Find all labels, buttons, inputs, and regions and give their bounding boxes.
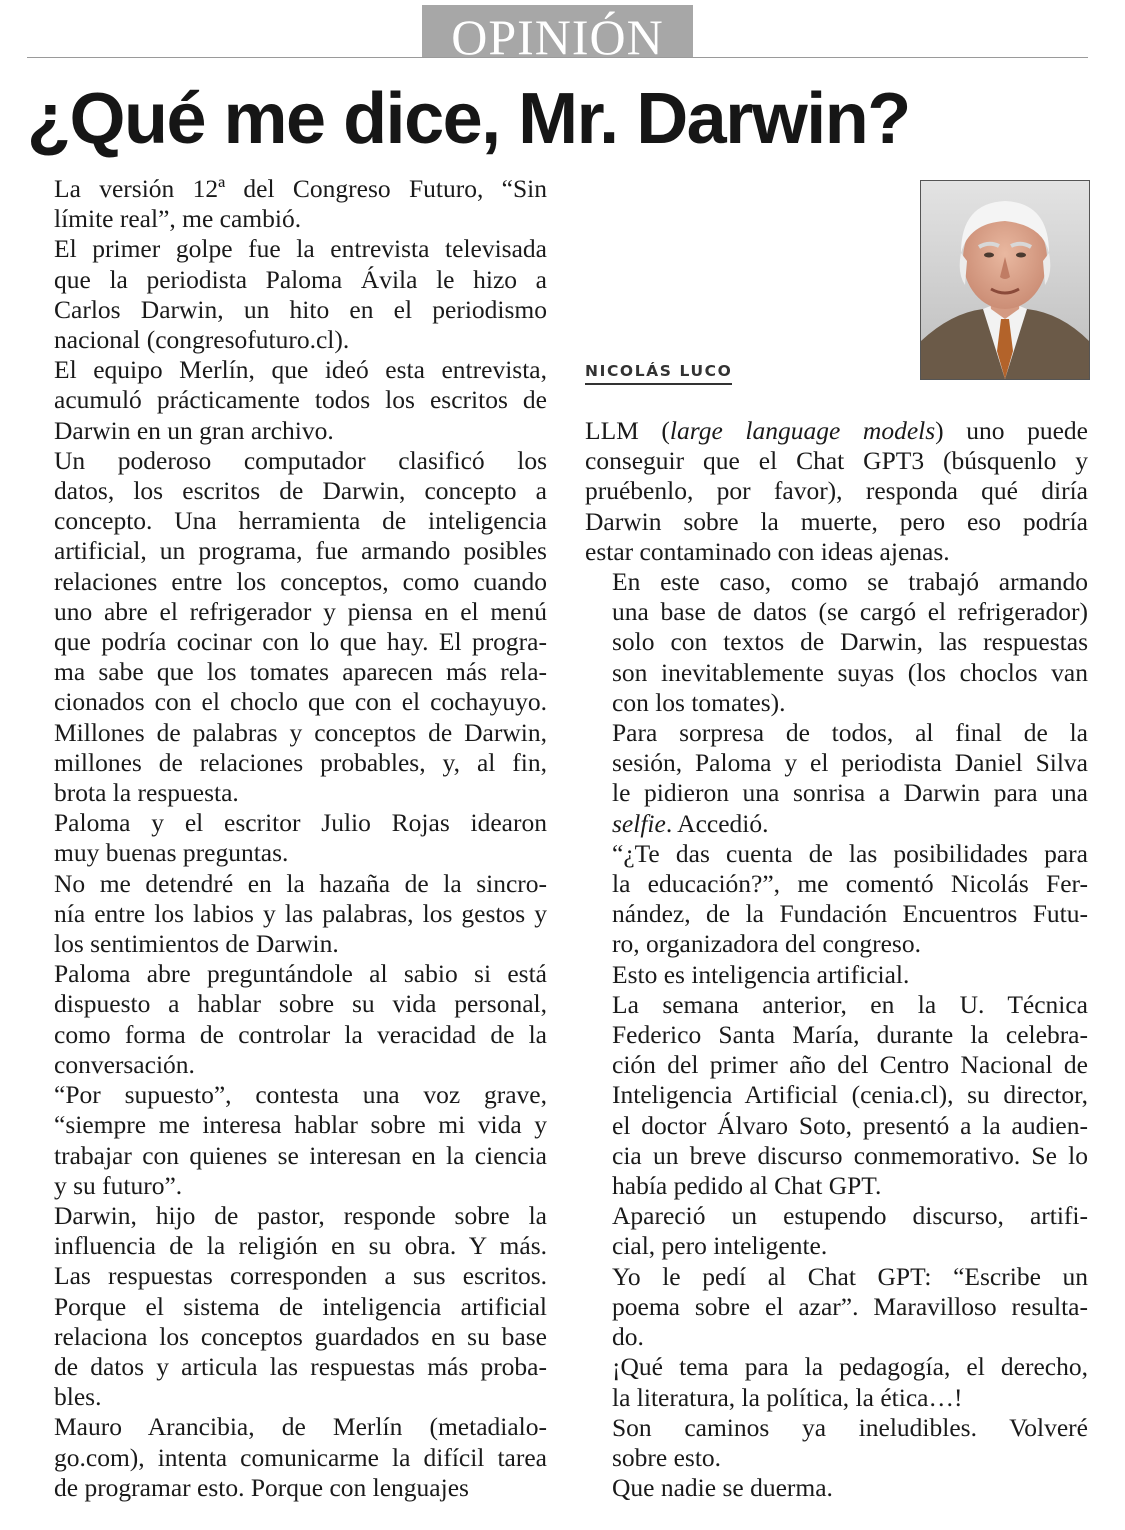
text-line: conversación. — [54, 1049, 195, 1079]
author-byline: NICOLÁS LUCO — [585, 362, 732, 385]
paragraph — [585, 960, 1088, 990]
paragraph — [27, 869, 547, 960]
section-divider — [27, 57, 1088, 58]
text-line: nacional (congresofuturo.cl). — [54, 325, 350, 355]
paragraph — [585, 1473, 1088, 1503]
text-line: Darwin en un gran archivo. — [54, 415, 334, 445]
text-line: la literatura, la política, la ética…! — [612, 1382, 963, 1412]
text-line: con los tomates). — [612, 687, 786, 717]
text-line: El equipo Merlín, que ideó esta entrevista, — [54, 355, 547, 385]
paragraph — [27, 1080, 547, 1201]
text-line: que la periodista Paloma Ávila le hizo a — [54, 264, 547, 294]
article-column-right — [585, 416, 1088, 1503]
text-line: Darwin sobre la muerte, pero eso podría — [585, 506, 1088, 536]
text-line: de programar esto. Porque con lenguajes — [54, 1472, 469, 1502]
text-line: La versión 12ª del Congreso Futuro, “Sin — [54, 174, 547, 203]
paragraph — [585, 416, 1088, 567]
text-line: Inteligencia Artificial (cenia.cl), su director, — [612, 1080, 1088, 1110]
text-line: conseguir que el Chat GPT3 (búsquenlo y — [585, 446, 1088, 476]
text-line: go.com), intenta comunicarme la difícil tarea — [54, 1442, 547, 1472]
text-line: artificial, un programa, fue armando posibles — [54, 536, 547, 566]
text-line: bles. — [54, 1382, 102, 1412]
paragraph — [585, 718, 1088, 839]
text-line: Paloma y el escritor Julio Rojas idearon — [54, 808, 547, 838]
text-line: Porque el sistema de inteligencia artificial — [54, 1291, 547, 1321]
text-line: sesión, Paloma y el periodista Daniel Silva — [612, 748, 1088, 778]
text-line: límite real”, me cambió. — [54, 204, 302, 234]
text-line: selfie. Accedió. — [612, 808, 769, 838]
paragraph — [27, 1412, 547, 1503]
text-line: y su futuro”. — [54, 1170, 183, 1200]
text-line: había pedido al Chat GPT. — [612, 1171, 882, 1201]
text-line: brota la respuesta. — [54, 778, 239, 808]
text-line: sobre esto. — [612, 1442, 722, 1472]
text-line: Son caminos ya ineludibles. Volveré — [612, 1412, 1088, 1442]
text-line: le pidieron una sonrisa a Darwin para una — [612, 778, 1088, 808]
text-line: Un poderoso computador clasificó los — [54, 445, 547, 475]
text-line: nía entre los labios y las palabras, los gestos y — [54, 898, 547, 928]
text-line: poema sobre el azar”. Maravilloso resulta- — [612, 1291, 1088, 1321]
paragraph — [585, 1352, 1088, 1412]
text-line: relaciona los conceptos guardados en su base — [54, 1321, 547, 1351]
article-column-left — [27, 174, 547, 1503]
text-line: trabajar con quienes se interesan en la ciencia — [54, 1140, 547, 1170]
text-line: ma sabe que los tomates aparecen más rela- — [54, 657, 547, 687]
text-line: ro, organizadora del congreso. — [612, 929, 921, 959]
text-line: uno abre el refrigerador y piensa en el menú — [54, 596, 547, 626]
text-line: ción del primer año del Centro Nacional de — [612, 1050, 1088, 1080]
headline: ¿Qué me dice, Mr. Darwin? — [27, 79, 910, 159]
text-line: Millones de palabras y conceptos de Darwin, — [54, 717, 547, 747]
paragraph — [27, 959, 547, 1080]
text-line: cionados con el choclo que con el cochayuyo. — [54, 687, 547, 717]
text-line: Mauro Arancibia, de Merlín (metadialo- — [54, 1412, 547, 1442]
text-line: LLM (large language models) uno puede — [585, 416, 1088, 445]
emphasis: selfie — [612, 808, 666, 838]
text-line: concepto. Una herramienta de inteligencia — [54, 506, 547, 536]
text-line: influencia de la religión en su obra. Y más. — [54, 1231, 547, 1261]
paragraph — [585, 1201, 1088, 1261]
text-line: dispuesto a hablar sobre su vida personal, — [54, 989, 547, 1019]
text-line: Carlos Darwin, un hito en el periodismo — [54, 294, 547, 324]
text-line: La semana anterior, en la U. Técnica — [612, 989, 1088, 1019]
text-line: estar contaminado con ideas ajenas. — [585, 536, 950, 566]
text-line: millones de relaciones probables, y, al fin, — [54, 747, 547, 777]
paragraph — [585, 567, 1088, 718]
text-line: relaciones entre los conceptos, como cuando — [54, 566, 547, 596]
text-line: El primer golpe fue la entrevista televisada — [54, 234, 547, 264]
text-line: solo con textos de Darwin, las respuestas — [612, 627, 1088, 657]
text-line: el doctor Álvaro Soto, presentó a la audien- — [612, 1110, 1088, 1140]
paragraph — [27, 808, 547, 868]
paragraph — [27, 174, 547, 234]
text-line: Darwin, hijo de pastor, responde sobre la — [54, 1200, 547, 1230]
text-line: Yo le pedí al Chat GPT: “Escribe un — [612, 1261, 1088, 1291]
text-line: “¿Te das cuenta de las posibilidades para — [612, 838, 1088, 868]
text-line: como forma de controlar la veracidad de la — [54, 1019, 547, 1049]
text-line: En este caso, como se trabajó armando — [612, 567, 1088, 597]
text-line: de datos y articula las respuestas más proba- — [54, 1351, 547, 1381]
text-line: acumuló prácticamente todos los escritos de — [54, 385, 547, 415]
paragraph — [585, 839, 1088, 960]
paragraph — [27, 1201, 547, 1412]
text-line: una base de datos (se cargó el refrigerador) — [612, 597, 1088, 627]
text-line: muy buenas preguntas. — [54, 838, 289, 868]
text-line: cial, pero inteligente. — [612, 1231, 828, 1261]
text-line: Las respuestas corresponden a sus escritos. — [54, 1261, 547, 1291]
text-line: Paloma abre preguntándole al sabio si está — [54, 959, 547, 989]
text-line: Esto es inteligencia artificial. — [612, 959, 910, 989]
text-line: “siempre me interesa hablar sobre mi vida y — [54, 1110, 547, 1140]
paragraph — [585, 1413, 1088, 1473]
text-line: Federico Santa María, durante la celebra- — [612, 1020, 1088, 1050]
section-label: OPINIÓN — [422, 5, 693, 57]
text-line: son inevitablemente suyas (los choclos van — [612, 657, 1088, 687]
text-line: “Por supuesto”, contesta una voz grave, — [54, 1080, 547, 1110]
text-line: ¡Qué tema para la pedagogía, el derecho, — [612, 1352, 1088, 1382]
text-line: Para sorpresa de todos, al final de la — [612, 718, 1088, 748]
text-line: cia un breve discurso conmemorativo. Se lo — [612, 1140, 1088, 1170]
text-line: do. — [612, 1322, 644, 1352]
text-line: Apareció un estupendo discurso, artifi- — [612, 1201, 1088, 1231]
text-line: No me detendré en la hazaña de la sincro- — [54, 868, 547, 898]
text-line: los sentimientos de Darwin. — [54, 929, 339, 959]
paragraph — [27, 355, 547, 446]
paragraph — [585, 990, 1088, 1201]
text-line: la educación?”, me comentó Nicolás Fer- — [612, 869, 1088, 899]
paragraph — [27, 446, 547, 808]
text-line: que podría cocinar con lo que hay. El progra- — [54, 627, 547, 657]
text-line: Que nadie se duerma. — [612, 1473, 833, 1503]
paragraph — [27, 234, 547, 355]
paragraph — [585, 1262, 1088, 1353]
author-portrait — [920, 180, 1090, 380]
text-line: nández, de la Fundación Encuentros Futu- — [612, 899, 1088, 929]
emphasis: large language models — [669, 416, 936, 445]
text-line: pruébenlo, por favor), responda qué diría — [585, 476, 1088, 506]
text-line: datos, los escritos de Darwin, concepto a — [54, 476, 547, 506]
